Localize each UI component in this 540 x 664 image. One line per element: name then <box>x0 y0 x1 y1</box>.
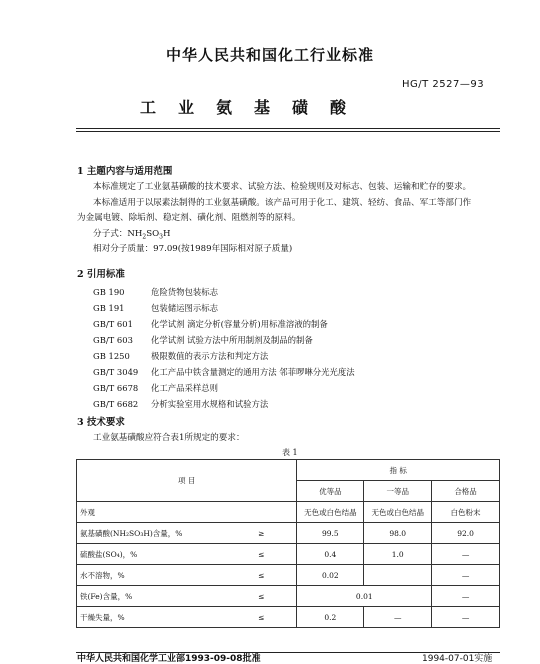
reference-item <box>93 334 313 346</box>
requirements-table <box>76 459 500 628</box>
section-3-paragraph: 工业氨基磺酸应符合表1所规定的要求： <box>93 433 245 443</box>
row-value-qualified: — <box>432 586 500 607</box>
header-rule <box>76 128 500 129</box>
section-1-paragraph-2b: 为金属电镀、除垢剂、稳定剂、磺化剂、阻燃剂等的原料。 <box>77 213 301 223</box>
grade-superior: 优等品 <box>297 481 364 502</box>
header-rule-thin <box>76 131 500 132</box>
row-value-superior: 无色或白色结晶 <box>297 502 364 523</box>
reference-item <box>93 366 355 378</box>
formula-sub-2: 3 <box>159 233 163 241</box>
row-operator: ≥ <box>226 523 297 544</box>
table-row <box>77 586 500 607</box>
reference-code: GB/T 3049 <box>93 367 139 377</box>
document-title: 工业氨基磺酸 <box>140 98 369 117</box>
table-row <box>77 607 500 628</box>
table-header-row-1 <box>77 460 500 481</box>
row-operator <box>226 502 297 523</box>
row-value-first <box>364 565 432 586</box>
reference-code: GB 190 <box>93 287 125 297</box>
row-value-superior: 99.5 <box>297 523 364 544</box>
approval-date: 中华人民共和国化学工业部1993-09-08批准 <box>77 654 261 664</box>
row-item: 水不溶物，% <box>77 565 227 586</box>
reference-item <box>93 318 328 330</box>
formula-part-1: NH <box>127 229 143 239</box>
row-operator: ≤ <box>226 586 297 607</box>
table-row <box>77 544 500 565</box>
row-item: 干燥失量，% <box>77 607 227 628</box>
implementation-date: 1994-07-01实施 <box>422 654 493 664</box>
row-item: 外观 <box>77 502 227 523</box>
reference-title: 化学试剂 滴定分析(容量分析)用标准溶液的制备 <box>151 319 328 329</box>
table-caption: 表 1 <box>282 448 298 457</box>
section-1-paragraph-1: 本标准规定了工业氨基磺酸的技术要求、试验方法、检验规则及对标志、包装、运输和贮存的要求。 <box>93 182 472 192</box>
row-operator: ≤ <box>226 544 297 565</box>
row-item: 氨基磺酸(NH₂SO₃H)含量，% <box>77 523 227 544</box>
reference-title: 化学试剂 试验方法中所用制剂及制品的制备 <box>151 335 313 345</box>
row-value-first: 无色或白色结晶 <box>364 502 432 523</box>
table-row <box>77 502 500 523</box>
formula-part-2: SO <box>146 229 160 239</box>
grade-qualified: 合格品 <box>432 481 500 502</box>
table-header-item: 项 目 <box>77 460 297 502</box>
standard-code: HG/T 2527—93 <box>402 79 485 90</box>
row-value-first: 98.0 <box>364 523 432 544</box>
standard-title: 中华人民共和国化工行业标准 <box>165 46 374 64</box>
row-operator: ≤ <box>226 607 297 628</box>
row-value-merged: 0.01 <box>297 586 432 607</box>
row-value-qualified: — <box>432 565 500 586</box>
reference-item <box>93 382 218 394</box>
row-value-superior: 0.4 <box>297 544 364 565</box>
row-value-qualified: 92.0 <box>432 523 500 544</box>
formula-label: 分子式： <box>93 229 128 239</box>
reference-item <box>93 286 218 298</box>
row-value-qualified: — <box>432 607 500 628</box>
reference-item <box>93 398 268 410</box>
section-1-paragraph-2a: 本标准适用于以尿素法制得的工业氨基磺酸。该产品可用于化工、建筑、轻纺、食品、军工等部门作 <box>93 198 472 208</box>
reference-code: GB/T 6678 <box>93 383 139 393</box>
reference-code: GB 1250 <box>93 351 130 361</box>
row-value-qualified: — <box>432 544 500 565</box>
reference-code: GB/T 603 <box>93 335 133 345</box>
relative-molecular-mass: 相对分子质量：97.09(按1989年国际相对原子质量) <box>93 244 293 254</box>
reference-title: 包装储运图示标志 <box>151 303 218 313</box>
section-1-heading: 1 主题内容与适用范围 <box>77 166 173 177</box>
grade-first: 一等品 <box>364 481 432 502</box>
row-value-superior: 0.02 <box>297 565 364 586</box>
row-operator: ≤ <box>226 565 297 586</box>
reference-code: GB/T 601 <box>93 319 133 329</box>
formula-sub-1: 2 <box>142 233 147 241</box>
row-item: 铁(Fe)含量，% <box>77 586 227 607</box>
table-row <box>77 565 500 586</box>
reference-item <box>93 302 218 314</box>
reference-item <box>93 350 268 362</box>
section-2-heading: 2 引用标准 <box>77 269 125 280</box>
reference-code: GB 191 <box>93 303 125 313</box>
row-value-first: — <box>364 607 432 628</box>
formula-part-3: H <box>163 229 171 239</box>
table-row <box>77 523 500 544</box>
row-value-superior: 0.2 <box>297 607 364 628</box>
table-header-index: 指 标 <box>297 460 500 481</box>
reference-title: 化工产品中铁含量测定的通用方法 邻菲啰啉分光光度法 <box>151 367 355 377</box>
row-value-qualified: 白色粉末 <box>432 502 500 523</box>
reference-title: 危险货物包装标志 <box>151 287 218 297</box>
reference-code: GB/T 6682 <box>93 399 139 409</box>
reference-title: 化工产品采样总则 <box>151 383 218 393</box>
row-value-first: 1.0 <box>364 544 432 565</box>
row-item: 硫酸盐(SO₄)，% <box>77 544 227 565</box>
reference-title: 极限数值的表示方法和判定方法 <box>151 351 269 361</box>
section-3-heading: 3 技术要求 <box>77 417 125 428</box>
reference-title: 分析实验室用水规格和试验方法 <box>151 399 269 409</box>
